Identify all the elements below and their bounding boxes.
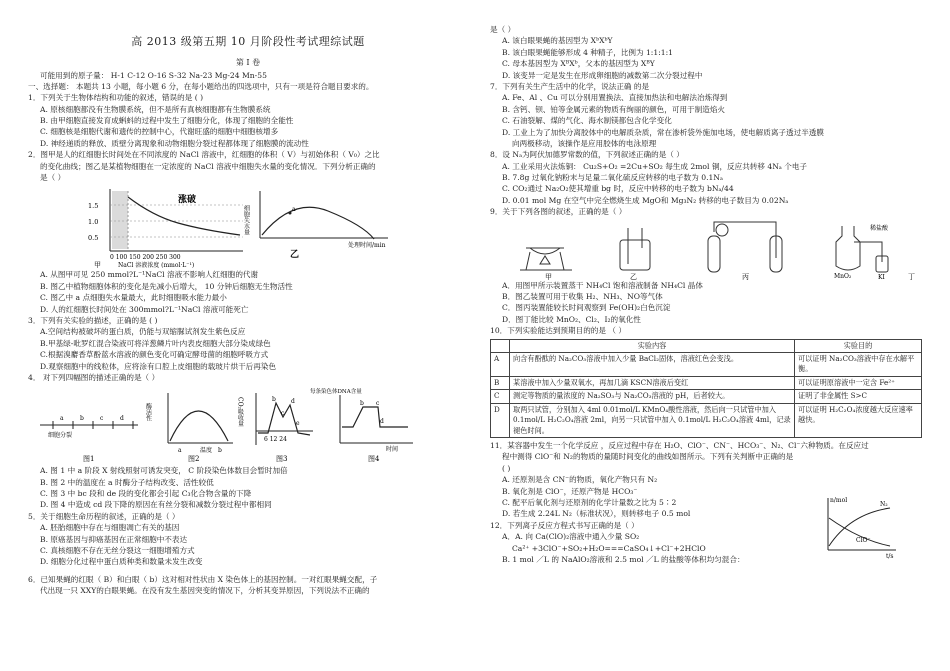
exam-title: 高 2013 级第五期 10 月阶段性考试理综试题: [131, 35, 365, 48]
q4-figure-svg: [28, 383, 468, 465]
q7-option-a: A. Fe、Al 、Cu 可以分别用置换法、直接加热法和电解法冶炼得到: [502, 93, 728, 103]
yi-y-label: 细胞失水量: [242, 205, 250, 236]
q11-stem-line1: 11．某容器中发生一个化学反应 ，反应过程中存在 H₂O、ClO⁻、CN⁻、HCO₃⁻、N₂、Cl⁻六种物质。在反应过: [490, 441, 869, 451]
x-ticks: 0 100 150 200 250 300: [110, 254, 181, 262]
fig3-ticks: 6 12 24: [264, 436, 287, 444]
q12-option-a-line2: Ca²⁺ +3ClO⁻+SO₂+H₂O===CaSO₄↓+Cl⁻+2HClO: [512, 543, 706, 553]
q7-stem: 7．下列有关生产生活中的化学，说法正确 的是: [490, 81, 650, 91]
q2-figure-svg: [28, 183, 468, 269]
apparatus-ding-label: 丁: [908, 272, 915, 280]
q11-option-d: D. 若生成 2.24L N₂（标准状况），则转移电子 0.5 mol: [502, 509, 691, 519]
q3-option-c: C.根据溴麝香草酚蓝水溶液的颜色变化可确定酵母菌的细胞呼吸方式: [40, 350, 269, 360]
svg-text:c: c: [281, 410, 285, 418]
q8-option-a: A. 工业采用火法炼铜： Cu₂S+O₂ =2Cu+SO₂ 每生成 2mol 铜，反应共转移 4Nₐ 个电子: [502, 161, 808, 171]
table-row: D 取两只试管，分别加入 4ml 0.01mol/L KMnO₄酸性溶液，然后向一只试管中加入 0.1mol/L H₂C₂O₄溶液 2ml，向另一只试管中加入 0.1mol/L H₂C₂O₄溶液 4ml，记录褪色时间。 可以证明 H₂C₂O₄浓度越大反应速率越快。: [491, 403, 922, 437]
apparatus-bing-label: 丙: [742, 272, 749, 280]
q10-experiment-table: [490, 339, 922, 439]
figure-4-dna-content: [310, 387, 413, 463]
q2-option-b: B. 图乙中植物细胞体积的变化是先减小后增大， 10 分钟后细胞无生物活性: [40, 281, 293, 291]
svg-text:e: e: [296, 420, 300, 428]
atomic-masses: 可能用到的原子量： H-1 C-12 O-16 S-32 Na-23 Mg-24 Mn-55: [40, 70, 267, 80]
q5-stem: 5．关于细胞生命历程的叙述，正确的是（ ）: [28, 511, 180, 521]
q4-figures: [28, 383, 468, 465]
q3-option-d: D.观察细胞中的线粒体，应将涂有口腔上皮细胞的载玻片烘干后再染色: [40, 361, 277, 371]
fig3-label: 图3: [276, 455, 288, 464]
q12-stem: 12．下列离子反应方程式书写正确的是（ ）: [490, 520, 639, 530]
q7-option-d-line1: D. 工业上为了加快分离胶体中的电解质杂质，常在渗析袋外施加电场，使电解质离子透过半透膜: [502, 127, 824, 137]
x-axis-label: NaCl 溶液浓度 (mmol·L⁻¹): [118, 262, 195, 270]
apparatus-yi: [620, 228, 650, 270]
q11-stem-line2: 程中测得 ClO⁻和 N₂的物质的量随时间变化的曲线如图所示。下列有关判断中正确的是: [502, 452, 794, 462]
svg-text:d: d: [120, 415, 124, 423]
q6-option-a: A. 该白眼果蝇的基因型为 XᵇXᵇY: [502, 36, 613, 46]
q1-option-c: C. 细胞核是细胞代谢和遗传的控制中心，代谢旺盛的细胞中细胞核增多: [40, 127, 279, 137]
q4-stem: 4． 对下列四幅图的描述正确的是（ ）: [28, 372, 160, 382]
svg-text:b: b: [218, 447, 222, 455]
q5-option-a: A. 胚胎细胞中存在与细胞凋亡有关的基因: [40, 523, 180, 533]
question-7: [490, 81, 930, 149]
q6-option-c: C. 母本基因型为 XᴮXᵇ，父本的基因型为 XᴮY: [502, 59, 655, 69]
q11-y-label: n/mol: [830, 497, 848, 505]
y-tick-1-0: 1.0: [88, 218, 99, 227]
question-2: [28, 149, 468, 315]
svg-text:a: a: [60, 415, 64, 423]
figure-3-co2-uptake: [237, 393, 314, 463]
q7-option-d-line2: 向两极移动，该操作是应用胶体的电泳原理: [512, 138, 657, 148]
header-purpose: 实验目的: [795, 339, 922, 352]
ding-hcl-label: 稀盐酸: [870, 224, 889, 232]
q9-stem: 9．关于下列各图的叙述，正确的是（ ）: [490, 207, 627, 217]
q11-option-c: C. 配平后氧化剂与还原剂的化学计量数之比为 5∶2: [502, 498, 677, 508]
q5-option-c: C. 真核细胞不存在无丝分裂这一细胞增殖方式: [40, 546, 195, 556]
question-10: [490, 325, 930, 438]
volume-label: 第 Ⅰ 卷: [235, 57, 261, 67]
table-header-row: [491, 339, 922, 352]
q6-stem-line3: 是（ ）: [490, 25, 516, 34]
fig3-y-label: CO₂吸收量: [236, 397, 244, 428]
q10-stem: 10．下列实验能达到预期目的的是 （ ）: [490, 326, 626, 336]
q1-option-d: D. 神经递质的释放、质壁分离现象和动物细胞分裂过程都体现了细胞膜的流动性: [40, 138, 309, 148]
q8-option-d: D. 0.01 mol Mg 在空气中完全燃烧生成 MgO和 Mg₃N₂ 转移的电子数目为 0.02Nₐ: [502, 195, 789, 205]
q3-stem: 3．下列有关实验的描述，正确的是 ( ): [28, 315, 158, 325]
burst-label: 涨破: [178, 195, 197, 206]
q5-option-d: D. 细胞分化过程中蛋白质种类和数量未发生改变: [40, 557, 203, 567]
question-1: [28, 92, 468, 149]
right-column: [490, 0, 930, 565]
apparatus-bing: [708, 222, 782, 272]
q4-option-c: C. 图 3 中 bc 段和 de 段的变化都会引起 C₃化合物含量的下降: [40, 489, 252, 499]
header-content: 实验内容: [510, 339, 795, 352]
fig1-x-label: 细胞分裂: [48, 432, 73, 440]
fig4-y-label: 每条染色体DNA含量: [310, 389, 362, 396]
question-6: [28, 574, 468, 597]
q2-option-c: C. 图乙中 a 点细胞失水量最大，此时细胞吸水能力最小: [40, 293, 227, 303]
q9-option-b: B．图乙装置可用于收集 H₂、NH₃、NO等气体: [502, 292, 663, 302]
table-row: C 测定等物质的量浓度的 Na₂SO₃与 Na₂CO₃溶液的 pH，后者较大。 证明了非金属性 S>C: [491, 390, 922, 403]
svg-text:d: d: [380, 418, 384, 426]
apparatus-ding: [836, 226, 888, 272]
yi-x-label: 处理时间/min: [348, 242, 386, 250]
q1-option-a: A. 原核细胞都没有生物膜系统，但不是所有真核细胞都有生物膜系统: [40, 104, 271, 114]
figure-1-cell-cycle: [40, 415, 138, 463]
q2-stem-line1: 2．图甲是人的红细胞长时间处在不同浓度的 NaCl 溶液中，红细胞的体积（ V）与初始体积（ V₀）之比: [28, 150, 380, 160]
figure-2-enzyme-activity: [145, 393, 234, 463]
svg-text:c: c: [376, 400, 380, 408]
apparatus-yi-label: 乙: [630, 272, 637, 280]
fig2-label: 图2: [188, 455, 200, 464]
q11-clo-label: ClO⁻: [856, 537, 871, 545]
q5-option-b: B. 原癌基因与抑癌基因在正常细胞中不表达: [40, 534, 188, 544]
q2-stem-line2: 的变化曲线；图乙是某植物细胞在一定浓度的 NaCl 溶液中细胞失水量的变化情况．下列分析正确的: [40, 161, 376, 171]
q11-option-b: B. 氧化剂是 ClO⁻，还原产物是 HCO₃⁻: [502, 486, 638, 496]
q1-option-b: B. 由甲细胞直接发育成蝌蚪的过程中发生了细胞分化，体现了细胞的全能性: [40, 116, 294, 126]
fig2-y-label: 酶活性: [144, 403, 152, 422]
q2-option-a: A. 从图甲可见 250 mmol?L⁻¹NaCl 溶液不影响人红细胞的代谢: [40, 270, 259, 280]
q9-option-c: C．图丙装置能较长时间观察到 Fe(OH)₂白色沉淀: [502, 303, 671, 313]
fig4-label: 图4: [368, 455, 380, 464]
q4-option-a: A. 图 1 中 a 阶段 X 射线照射可诱发突变， C 阶段染色体数目会暂时加倍: [40, 466, 288, 476]
svg-text:b: b: [80, 415, 84, 423]
question-9: [490, 206, 930, 325]
table-row: A 向含有酚酞的 Na₂CO₃溶液中加入少量 BaCl₂固体，溶液红色会变浅。 可以证明 Na₂CO₃溶液中存在水解平衡。: [491, 353, 922, 377]
q6-stem-line2: 代出现一只 XXY的白眼果蝇。在没有发生基因突变的情况下，分析其变异原因，下列说法不正确的: [40, 586, 370, 596]
svg-text:a: a: [178, 447, 182, 455]
q7-option-b: B. 含钙、钡、铂等金属元素的物质有绚丽的颜色，可用于制造焰火: [502, 104, 726, 114]
q6-stem-line1: 6．已知果蝇的红眼（ B）和白眼（ b）这对相对性状由 X 染色体上的基因控制。一对红眼果蝇交配，子: [28, 574, 378, 584]
question-6-cont: [490, 24, 930, 81]
y-tick-1-5: 1.5: [88, 202, 99, 211]
q9-option-a: A．用图甲所示装置蒸干 NH₄Cl 饱和溶液制备 NH₄Cl 晶体: [502, 280, 703, 290]
figure-yi-label: 乙: [290, 250, 300, 261]
svg-text:d: d: [291, 398, 295, 406]
q12-option-a-line1: A．A. 向 Ca(ClO)₂溶液中通入少量 SO₂: [502, 532, 640, 542]
fig1-label: 图1: [83, 455, 95, 464]
q8-option-c: C. CO₂通过 Na₂O₂使其增重 bg 时，反应中转移的电子数为 bNₐ/44: [502, 184, 734, 194]
q3-option-b: B.甲基绿-吡罗红混合染液可将洋葱鳞片叶内表皮细胞大部分染成绿色: [40, 338, 271, 348]
svg-text:b: b: [272, 396, 276, 404]
y-tick-0-5: 0.5: [88, 234, 99, 243]
ding-ki-label: KI: [878, 273, 885, 280]
question-4: [28, 372, 468, 511]
figure-jia-label: 甲: [94, 261, 101, 270]
q6-option-b: B. 该白眼果蝇能够形成 4 种精子，比例为 1:1:1:1: [502, 47, 673, 57]
q2-figures: [28, 183, 468, 269]
q6-option-d: D. 该变异一定是发生在形成卵细胞的减数第二次分裂过程中: [502, 70, 703, 80]
question-3: [28, 315, 468, 372]
q12-option-b: B. 1 mol ／L 的 NaAlO₂溶液和 2.5 mol ／L 的盐酸等体积均匀混合：: [502, 555, 745, 564]
q8-option-b: B. 7.8g 过氧化钠粉末与足量二氧化硫反应转移的电子数为 0.1Nₐ: [502, 173, 723, 183]
q11-n2-label: N₂: [880, 501, 888, 509]
q11-stem-line3: ( ): [502, 463, 511, 473]
svg-text:b: b: [360, 400, 364, 408]
question-5: [28, 511, 468, 568]
q3-option-a: A.空间结构被破坏的蛋白质，仍能与双缩脲试剂发生紫色反应: [40, 327, 246, 337]
q11-t-label: t/s: [886, 553, 894, 561]
q4-option-b: B. 图 2 中的温度在 a 时酶分子结构改变、活性较低: [40, 477, 214, 487]
fig4-x-label: 时间: [386, 446, 399, 454]
q9-apparatus: [490, 218, 930, 280]
q1-stem: 1．下列关于生物体结构和功能的叙述，错误的是 ( ): [28, 93, 204, 103]
q11-graph: [820, 494, 900, 560]
q9-option-d: D．图丁能比较 MnO₂、Cl₂、I₂的氧化性: [502, 314, 641, 324]
svg-text:a: a: [292, 206, 296, 214]
q2-option-d: D. 人的红细胞长时间处在 300mmol?L⁻¹NaCl 溶液可能死亡: [40, 304, 249, 314]
question-8: [490, 149, 930, 206]
apparatus-jia: [520, 248, 572, 270]
section-heading: 一、选择题： 本题共 13 小题，每小题 6 分，在每小题给出的四选项中，只有一项是符合题目要求的。: [28, 81, 374, 91]
q4-option-d: D. 图 4 中造成 cd 段下降的原因在有丝分裂和减数分裂过程中都相同: [40, 500, 272, 510]
left-column: [28, 0, 468, 597]
svg-text:c: c: [100, 415, 104, 423]
ding-mno2-label: MnO₂: [834, 272, 852, 280]
figure-jia-graph: [88, 189, 243, 269]
table-row: B 某溶液中加入少量双氧水，再加几滴 KSCN溶液后变红 可以证明原溶液中一定含 Fe²⁺: [491, 376, 922, 389]
figure-yi-graph: [243, 191, 389, 260]
q2-stem-line3: 是（ ）: [40, 173, 66, 183]
q11-option-a: A. 还原剂是含 CN⁻的物质，氧化产物只有 N₂: [502, 475, 658, 485]
q8-stem: 8．设 Nₐ为阿伏加德罗常数的值，下列叙述正确的是（ ）: [490, 150, 684, 160]
q7-option-c: C. 石油裂解、煤的气化、海水制镁都包含化学变化: [502, 116, 672, 126]
fig2-x-label: 温度: [200, 447, 213, 455]
apparatus-jia-label: 甲: [545, 272, 552, 280]
q9-apparatus-svg: [490, 218, 930, 280]
